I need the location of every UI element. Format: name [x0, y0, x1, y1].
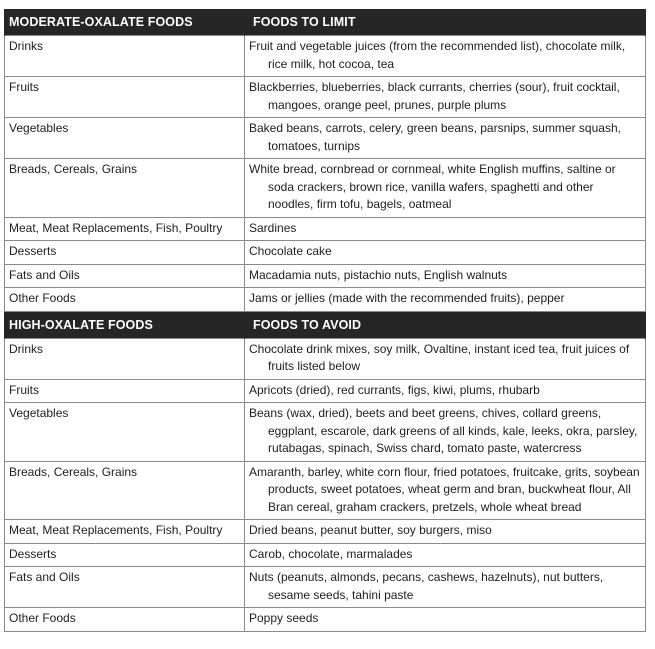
- items-cell: Jams or jellies (made with the recommended fruits), pepper: [249, 291, 565, 305]
- table-row: [5, 118, 646, 159]
- category-cell: Meat, Meat Replacements, Fish, Poultry: [5, 520, 245, 544]
- items-cell: Poppy seeds: [249, 611, 319, 625]
- table-row: [5, 241, 646, 265]
- items-cell: Beans (wax, dried), beets and beet greens, chives, collard greens, eggplant, escarole, dark greens of all kinds, kale, leeks, okra, parsley, rutabagas, spinach, Swiss chard, tomato paste, watercress: [249, 406, 638, 455]
- category-cell: Vegetables: [5, 403, 245, 462]
- moderate-oxalate-rows: [5, 36, 646, 312]
- items-cell: Blackberries, blueberries, black currants, cherries (sour), fruit cocktail, mangoes, orange peel, prunes, purple plums: [249, 80, 620, 112]
- table-row: [5, 77, 646, 118]
- items-cell: Macadamia nuts, pistachio nuts, English walnuts: [249, 267, 508, 282]
- items-cell: Baked beans, carrots, celery, green beans, parsnips, summer squash, tomatoes, turnips: [249, 121, 621, 153]
- table-row: [5, 608, 646, 632]
- table-row: [5, 567, 646, 608]
- items-cell: Apricots (dried), red currants, figs, kiwi, plums, rhubarb: [249, 382, 540, 397]
- category-cell: Other Foods: [5, 288, 245, 312]
- table-row: [5, 520, 646, 544]
- table-row: [5, 264, 646, 288]
- table-row: [5, 543, 646, 567]
- items-cell: Nuts (peanuts, almonds, pecans, cashews, hazelnuts), nut butters, sesame seeds, tahini paste: [249, 570, 604, 602]
- category-cell: Fats and Oils: [5, 567, 245, 608]
- items-cell: Chocolate drink mixes, soy milk, Ovaltine, instant iced tea, fruit juices of fruits listed below: [249, 341, 630, 373]
- items-cell: Dried beans, peanut butter, soy burgers, miso: [249, 523, 492, 537]
- category-cell: Breads, Cereals, Grains: [5, 461, 245, 520]
- high-oxalate-header: [5, 311, 646, 338]
- table-row: [5, 159, 646, 218]
- items-cell: Chocolate cake: [249, 244, 332, 258]
- moderate-oxalate-header: [5, 9, 646, 36]
- section-heading-right: FOODS TO AVOID: [245, 311, 646, 338]
- table-row: [5, 379, 646, 403]
- table-row: [5, 338, 646, 379]
- category-cell: Meat, Meat Replacements, Fish, Poultry: [5, 217, 245, 241]
- category-cell: Drinks: [5, 338, 245, 379]
- items-cell: Carob, chocolate, marmalades: [249, 546, 413, 561]
- category-cell: Fats and Oils: [5, 264, 245, 288]
- table-row: [5, 288, 646, 312]
- oxalate-food-table: [4, 9, 646, 632]
- table-row: [5, 217, 646, 241]
- table-row: [5, 403, 646, 462]
- items-cell: Fruit and vegetable juices (from the recommended list), chocolate milk, rice milk, hot cocoa, tea: [249, 39, 626, 71]
- items-cell: Sardines: [249, 220, 297, 235]
- items-cell: White bread, cornbread or cornmeal, white English muffins, saltine or soda crackers, brown rice, vanilla wafers, spaghetti and other noodles, firm tofu, bagels, oatmeal: [249, 162, 616, 211]
- high-oxalate-rows: [5, 338, 646, 631]
- section-heading-left: MODERATE-OXALATE FOODS: [5, 9, 245, 36]
- category-cell: Fruits: [5, 379, 245, 403]
- category-cell: Desserts: [5, 543, 245, 567]
- items-cell: Amaranth, barley, white corn flour, fried potatoes, fruitcake, grits, soybean products, sweet potatoes, wheat germ and bran, buckwheat flour, All Bran cereal, graham crackers, pretzels, whole wheat bread: [249, 464, 640, 514]
- section-heading-right: FOODS TO LIMIT: [245, 9, 646, 36]
- table-row: [5, 461, 646, 520]
- category-cell: Breads, Cereals, Grains: [5, 159, 245, 218]
- category-cell: Drinks: [5, 36, 245, 77]
- section-heading-left: HIGH-OXALATE FOODS: [5, 311, 245, 338]
- category-cell: Fruits: [5, 77, 245, 118]
- category-cell: Desserts: [5, 241, 245, 265]
- category-cell: Vegetables: [5, 118, 245, 159]
- table-row: [5, 36, 646, 77]
- category-cell: Other Foods: [5, 608, 245, 632]
